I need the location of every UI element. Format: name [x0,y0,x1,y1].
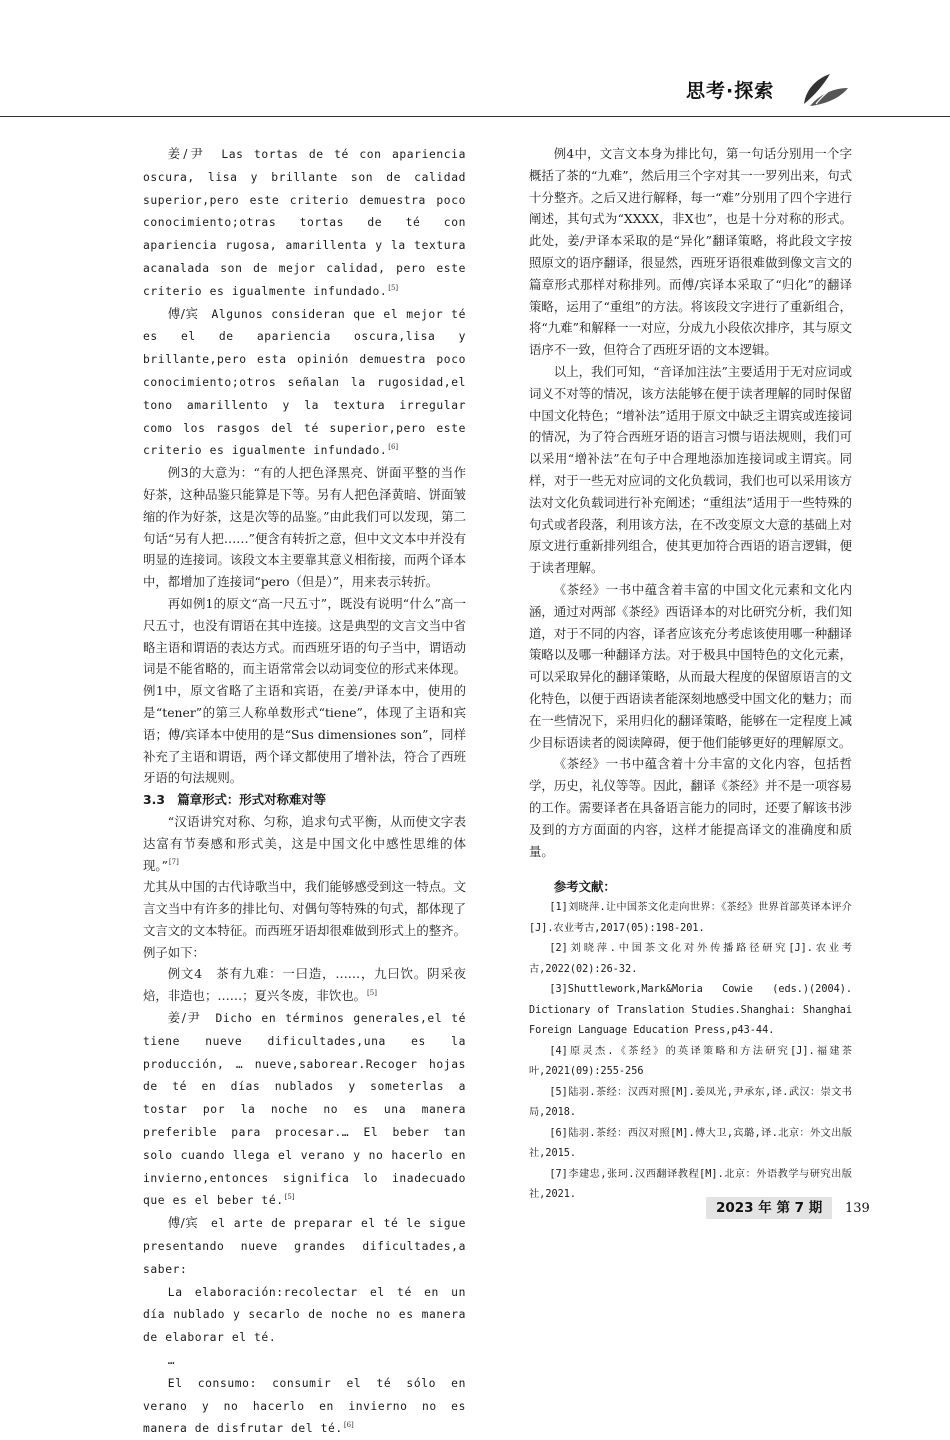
journal-section-title: 思考·探索 [686,80,775,102]
paragraph [143,143,466,303]
paragraph [143,303,466,463]
paragraph-text: La elaboración:recolectar el té en un día nublado y secarlo de noche no es manera de elaborar el té. [143,1285,466,1345]
leaf-logo-icon [800,70,850,108]
citation-ref: [5] [367,989,377,998]
paragraph [143,1281,466,1349]
paragraph-text: 再如例1的原文“高一尺五寸”，既没有说明“什么”高一尺五寸，也没有谓语在其中连接。这是典型的文言文当中省略主语和谓语的表达方式。而西班牙语的句子当中，谓语动词是不能省略的，而主语常常会以动词变位的形式来体现。例1中，原文省略了主语和宾语，在姜/尹译本中，使用的是“tener”的第三人称单数形式“tiene”，体现了主语和宾语；傅/宾译本中使用的是“Sus dimensiones son”，同样补充了主语和谓语，两个译文都使用了增补法，符合了西班牙语的句法规则。 [143,595,466,786]
reference-item: [3]Shuttlework,Mark&Moria Cowie (eds.)(2004). Dictionary of Translation Studies.Shanghai: Shanghai Foreign Language Education Press,p43-44. [529,984,852,1037]
paragraph-text: 《茶经》一书中蕴含着十分丰富的文化内容，包括哲学，历史，礼仪等等。因此，翻译《茶经》并不是一项容易的工作。需要译者在具备语言能力的同时，还要了解该书涉及到的方方面面的内容，这样才能提高译文的准确度和质量。 [529,756,852,859]
paragraph [143,963,466,1007]
paragraph-text: … [167,1354,176,1368]
paragraph [143,462,466,593]
reference-item: [6]陆羽.茶经：西汉对照[M].傅大卫,宾璐,译.北京：外文出版社,2015. [529,1127,852,1160]
paragraph [529,753,852,862]
translator-label: 傅/宾 [167,1215,212,1231]
paragraph-text: 例3的大意为：“有的人把色泽黑亮、饼面平整的当作好茶，这种品鉴只能算是下等。另有人把色泽黄暗、饼面皱缩的作为好茶，这是次等的品鉴。”由此我们可以发现，第二句话“另有人把……”便含有转折之意，但中文文本中并没有明显的连接词。该段文本主要靠其意义相衔接，而两个译本中，都增加了连接词“pero（但是）”，用来表示转折。 [143,465,466,590]
reference-item: [4]原灵杰.《茶经》的英译策略和方法研究[J].福建茶叶,2021(09):255-256 [529,1045,852,1078]
paragraph-text: Las tortas de té con apariencia oscura, lisa y brillante son de calidad superior,pero este criterio demuestra poco conocimiento;otras tortas de té con apariencia rugosa, amarillenta y la textura acanalada son de mejor calidad, pero este criterio es igualmente infundado. [143,148,466,298]
reference-item: [2]刘晓萍.中国茶文化对外传播路径研究[J].农业考古,2022(02):26-32. [529,943,852,975]
citation-ref: [6] [343,1421,354,1430]
paragraph [143,1349,466,1372]
citation-ref: [6] [388,443,399,452]
page-number: 139 [844,1201,870,1216]
translator-label: 姜/尹 [167,1010,216,1026]
paragraph-text: 尤其从中国的古代诗歌当中，我们能够感受到这一特点。文言文当中有许多的排比句、对偶句等特殊的句式，都体现了文言文的文本特征。而西班牙语却很难做到形式上的整齐。例子如下： [143,879,466,960]
paragraph-text: “汉语讲究对称、匀称，追求句式平衡，从而使文字表达富有节奏感和形式美，这是中国文化中感性思维的体现。” [143,813,466,873]
paragraph [143,1007,466,1212]
translator-label: 姜/尹 [167,146,222,161]
paragraph [529,579,852,753]
paragraph [143,593,466,789]
header-divider [0,116,950,117]
citation-ref: [7] [168,858,179,867]
paragraph [143,811,466,876]
page-footer [706,1196,870,1216]
citation-ref: [5] [388,283,399,292]
paragraph-text: el arte de preparar el té le sigue presentando nueve grandes dificultades,a saber: [143,1217,466,1276]
paragraph [143,876,466,963]
paragraph-text: 3.3 篇章形式：形式对称难对等 [143,792,327,808]
paragraph-text: Algunos consideran que el mejor té es el de apariencia oscura,lisa y brillante,pero esta opinión demuestra poco conocimiento;otros señalan la rugosidad,el tono amarillento y la textura irregular como los rasgos del té superior,pero este criterio es igualmente infundado. [143,307,466,458]
paragraph-text: 《茶经》一书中蕴含着丰富的中国文化元素和文化内涵，通过对两部《茶经》西语译本的对比研究分析，我们知道，对于不同的内容，译者应该充分考虑该使用哪一种翻译策略以及哪一种翻译方法。对于极具中国特色的文化元素，可以采取异化的翻译策略，从而最大程度的保留原语言的文化特色，以便于西语读者能深刻地感受中国文化的魅力；而在一些情况下，采用归化的翻译策略，能够在一定程度上减少目标语读者的阅读障碍，便于他们能够更好的理解原文。 [529,581,852,750]
paragraph-text: 以上，我们可知，“音译加注法”主要适用于无对应词或词义不对等的情况，该方法能够在便于读者理解的同时保留中国文化特色；“增补法”适用于原文中缺乏主谓宾或连接词的情况，为了符合西班牙语的语言习惯与语法规则，我们可以采用“增补法”在句子中合理地添加连接词或主谓宾。同样，对于一些无对应词的文化负载词，我们也可以采用该方法对文化负载词进行补充阐述；“重组法”适用于一些特殊的句式或者段落，利用该方法，在不改变原文大意的基础上对原文进行重新排列组合，使其更加符合西语的语言逻辑，便于读者理解。 [529,363,852,576]
paragraph [143,789,466,811]
paragraph [143,1212,466,1280]
issue-label: 2023 年 第 7 期 [706,1197,832,1219]
paragraph-text: El consumo: consumir el té sólo en verano y no hacerlo en invierno no es manera de disfrutar del té. [143,1376,466,1436]
paragraph [143,1372,466,1440]
references-title: 参考文献： [553,879,616,895]
paragraph [529,143,852,361]
right-column [529,143,852,1206]
translator-label: 傅/宾 [167,305,212,321]
paragraph-text: 例4中，文言文本身为排比句，第一句话分别用一个字概括了茶的“九难”，然后用三个字对其一一罗列出来，句式十分整齐。之后又进行解释，每一“难”分别用了四个字进行阐述，其句式为“XXXX，非X也”，也是十分对称的形式。此处，姜/尹译本采取的是“异化”翻译策略，将此段文字按照原文的语序翻译，很显然，西班牙语很难做到像文言文的篇章形式那样对称排列。而傅/宾译本采取了“归化”的翻译策略，运用了“重组”的方法。将该段文字进行了重新组合，将“九难”和解释一一对应，分成九小段依次排序，其与原文语序不一致，但符合了西班牙语的文本逻辑。 [529,146,852,358]
left-column [143,143,466,1440]
paragraph-text: 例文4 茶有九难：一曰造，……，九曰饮。阴采夜焙，非造也；……；夏兴冬废，非饮也。 [143,966,466,1004]
citation-ref: [5] [284,1193,295,1202]
reference-item: [7]李建忠,张珂.汉西翻译教程[M].北京：外语教学与研究出版社,2021. [529,1168,852,1201]
reference-item: [5]陆羽.茶经：汉西对照[M].姜凤光,尹承东,译.武汉：崇文书局,2018. [529,1086,852,1119]
paragraph-text: Dicho en términos generales,el té tiene nueve dificultades,una es la producción, … nueve,saborear.Recoger hojas de té en días nublados y someterlas a tostar por la noche no es una manera preferible para procesar.… El beber tan solo cuando llega el verano y no hacerlo en invierno,entonces significa lo inadecuado que es el beber té. [143,1012,466,1208]
reference-item: [1]刘晓萍.让中国茶文化走向世界：《茶经》世界首部英译本评介[J].农业考古,2017(05):198-201. [529,902,852,934]
paragraph [529,361,852,579]
